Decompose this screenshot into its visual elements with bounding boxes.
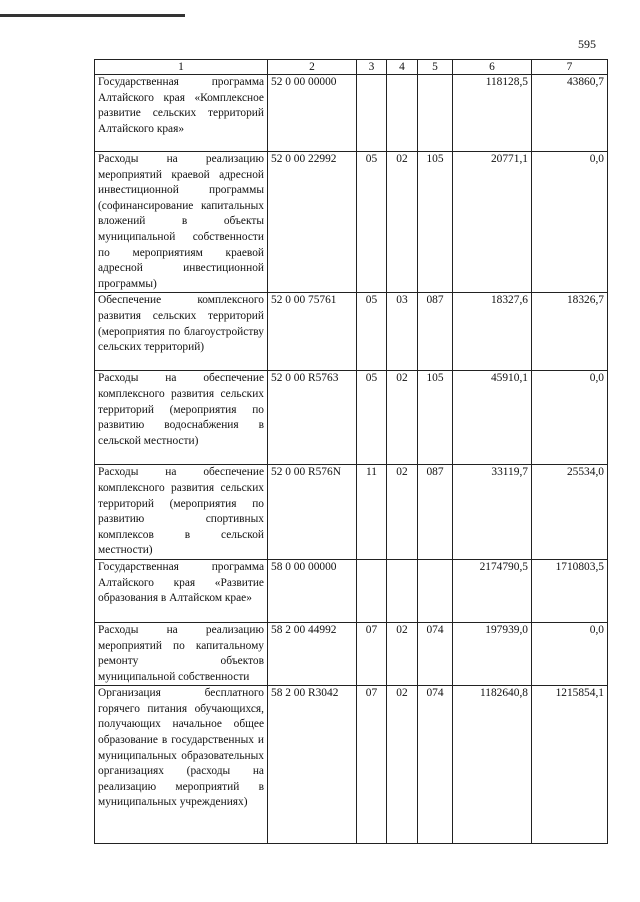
row-amount-col7: 0,0: [532, 622, 608, 685]
row-expense-type: [418, 75, 453, 152]
row-description: Расходы на реализацию мероприятий по капитальному ремонту объектов муниципальной собственности: [95, 622, 268, 685]
row-subsection: 02: [387, 371, 418, 465]
row-target-code: 58 0 00 00000: [268, 559, 357, 622]
table-row: [95, 371, 608, 465]
row-expense-type: 087: [418, 293, 453, 371]
row-target-code: 52 0 00 75761: [268, 293, 357, 371]
row-section: 05: [357, 293, 387, 371]
row-target-code: 52 0 00 R5763: [268, 371, 357, 465]
row-description: Государственная программа Алтайского края «Комплексное развитие сельских территорий Алтайского края»: [95, 75, 268, 152]
row-section: 05: [357, 152, 387, 293]
header-col-6: 6: [453, 60, 532, 75]
row-amount-col7: 18326,7: [532, 293, 608, 371]
scan-edge-mark: [0, 0, 185, 17]
row-target-code: 52 0 00 22992: [268, 152, 357, 293]
header-col-5: 5: [418, 60, 453, 75]
page-number: 595: [578, 37, 596, 51]
row-description: Обеспечение комплексного развития сельских территорий (мероприятия по благоустройству сельских территорий): [95, 293, 268, 371]
row-section: 07: [357, 686, 387, 844]
table-header-row: [95, 60, 608, 75]
header-col-4: 4: [387, 60, 418, 75]
row-subsection: 02: [387, 465, 418, 560]
row-expense-type: 105: [418, 152, 453, 293]
table-row: [95, 152, 608, 293]
row-amount-col6: 20771,1: [453, 152, 532, 293]
row-subsection: 02: [387, 152, 418, 293]
row-expense-type: 087: [418, 465, 453, 560]
row-expense-type: 105: [418, 371, 453, 465]
row-target-code: 58 2 00 R3042: [268, 686, 357, 844]
row-description: Государственная программа Алтайского края «Развитие образования в Алтайском крае»: [95, 559, 268, 622]
row-description: Расходы на обеспечение комплексного развития сельских территорий (мероприятия по развитию спортивных комплексов в сельской местности): [95, 465, 268, 560]
row-amount-col7: 25534,0: [532, 465, 608, 560]
row-section: [357, 75, 387, 152]
row-amount-col7: 0,0: [532, 371, 608, 465]
row-amount-col7: 1215854,1: [532, 686, 608, 844]
table-row: [95, 622, 608, 685]
row-subsection: [387, 559, 418, 622]
row-expense-type: [418, 559, 453, 622]
row-target-code: 52 0 00 00000: [268, 75, 357, 152]
row-target-code: 58 2 00 44992: [268, 622, 357, 685]
header-col-3: 3: [357, 60, 387, 75]
table-row: [95, 465, 608, 560]
row-amount-col7: 0,0: [532, 152, 608, 293]
row-description: Расходы на реализацию мероприятий краевой адресной инвестиционной программы (софинансирование капитальных вложений в объекты муниципальной собственности по мероприятиям краевой адресной инвестиционной программы): [95, 152, 268, 293]
budget-table: [94, 59, 608, 844]
row-amount-col6: 2174790,5: [453, 559, 532, 622]
row-amount-col6: 33119,7: [453, 465, 532, 560]
table-row: [95, 293, 608, 371]
header-col-1: 1: [95, 60, 268, 75]
row-subsection: [387, 75, 418, 152]
row-amount-col6: 45910,1: [453, 371, 532, 465]
header-col-7: 7: [532, 60, 608, 75]
row-section: 11: [357, 465, 387, 560]
row-description: Расходы на обеспечение комплексного развития сельских территорий (мероприятия по развитию водоснабжения в сельской местности): [95, 371, 268, 465]
table-row: [95, 686, 608, 844]
header-col-2: 2: [268, 60, 357, 75]
row-target-code: 52 0 00 R576N: [268, 465, 357, 560]
row-subsection: 02: [387, 622, 418, 685]
row-subsection: 02: [387, 686, 418, 844]
row-amount-col6: 197939,0: [453, 622, 532, 685]
row-amount-col6: 118128,5: [453, 75, 532, 152]
row-description: Организация бесплатного горячего питания обучающихся, получающих начальное общее образование в государственных и муниципальных образовательных организациях (расходы на реализацию мероприятий в муниципальных учреждениях): [95, 686, 268, 844]
row-amount-col7: 43860,7: [532, 75, 608, 152]
row-amount-col7: 1710803,5: [532, 559, 608, 622]
row-section: [357, 559, 387, 622]
table-row: [95, 75, 608, 152]
row-expense-type: 074: [418, 686, 453, 844]
row-expense-type: 074: [418, 622, 453, 685]
row-section: 05: [357, 371, 387, 465]
row-amount-col6: 18327,6: [453, 293, 532, 371]
row-amount-col6: 1182640,8: [453, 686, 532, 844]
row-section: 07: [357, 622, 387, 685]
row-subsection: 03: [387, 293, 418, 371]
table-row: [95, 559, 608, 622]
